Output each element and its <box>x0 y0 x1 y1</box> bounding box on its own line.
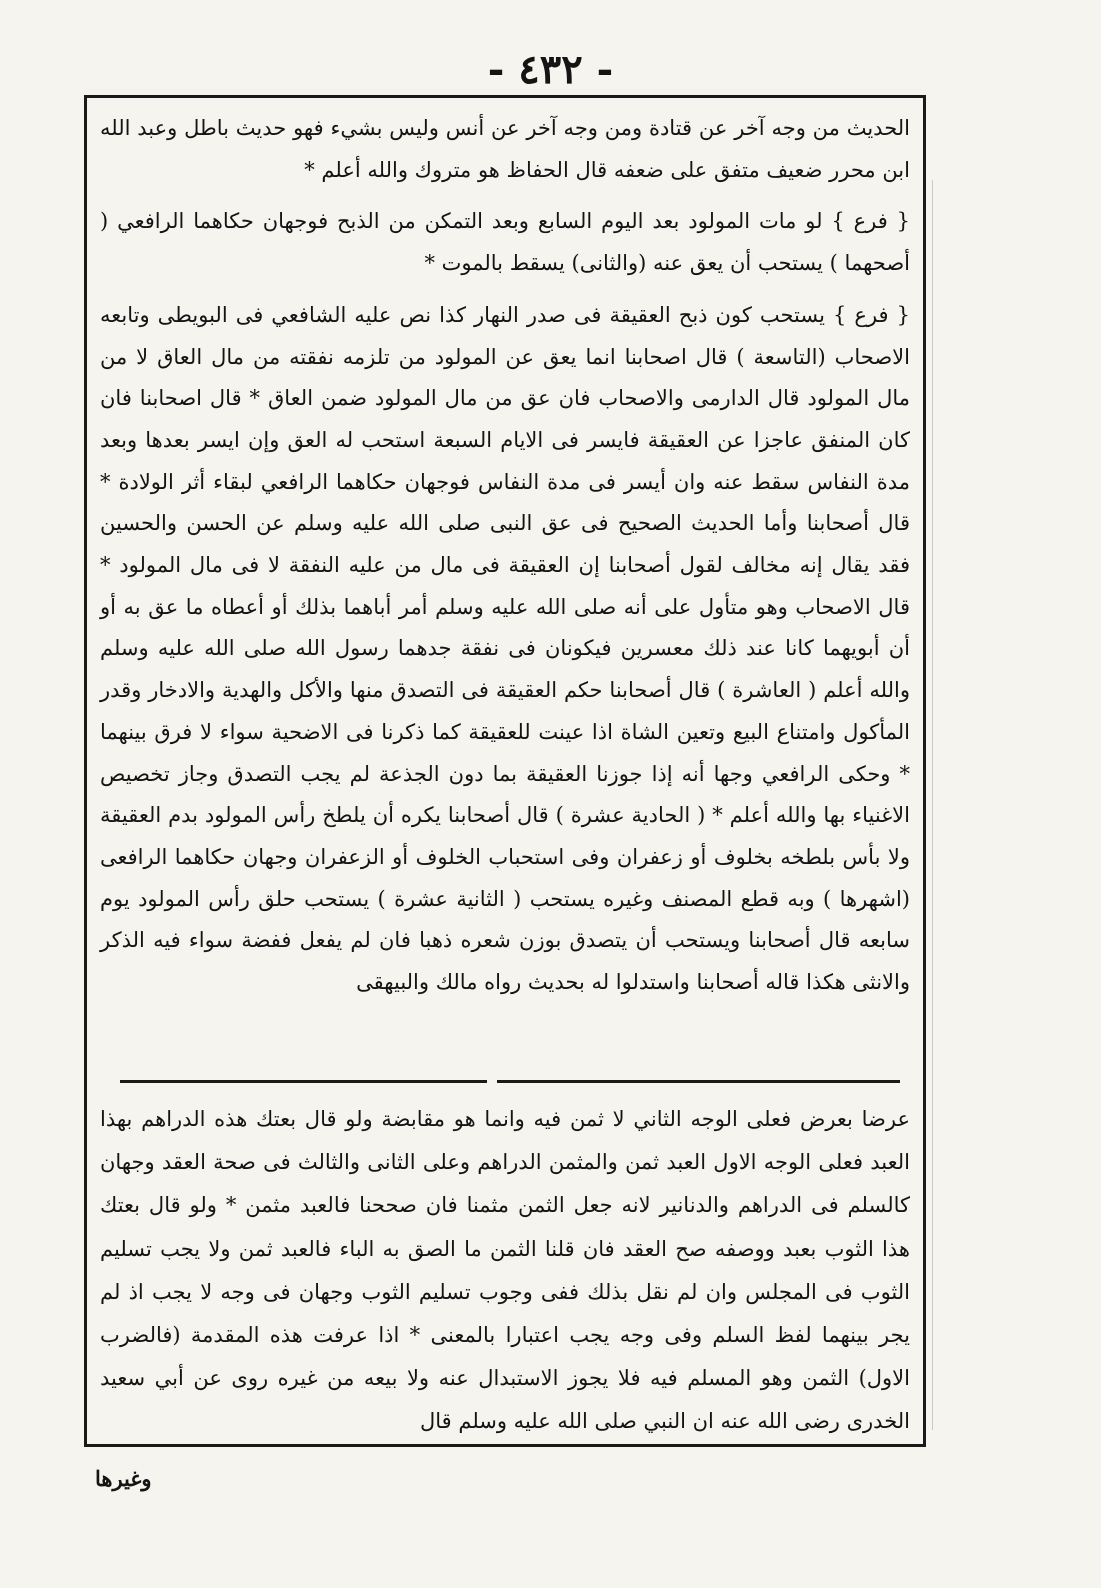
footnote-text <box>100 1098 910 1444</box>
margin-line <box>932 180 933 1430</box>
footnote-divider-left <box>120 1080 487 1083</box>
main-paragraph: { فرع } لو مات المولود بعد اليوم السابع وبعد التمكن من الذبح فوجهان حكاهما الرافعي ( أصحهما ) يستحب أن يعق عنه (والثانى) يسقط بالموت * <box>100 209 910 276</box>
footnote-paragraph: عرضا بعرض فعلى الوجه الثاني لا ثمن فيه وانما هو مقابضة ولو قال بعتك هذه الدراهم بهذا العبد فعلى الوجه الاول العبد ثمن والمثمن الدراهم وعلى الثانى والثالث فى صحة العقد وجهان كالسلم فى الدراهم والدنانير لانه جعل الثمن مثمنا فان صححنا فالعبد مثمن * ولو قال بعتك هذا الثوب بعبد ووصفه صح العقد فان قلنا الثمن ما الصق به الباء فالعبد ثمن ولا يجب تسليم الثوب فى المجلس وان لم نقل بذلك ففى وجوب تسليم الثوب وجهان فى وجه لا يجب اذ لم يجر بينهما لفظ السلم وفى وجه يجب اعتبارا بالمعنى * اذا عرفت هذه المقدمة (فالضرب الاول) الثمن وهو المسلم فيه فلا يجوز الاستبدال عنه ولا بيعه من غيره روى عن أبي سعيد الخدرى رضى الله عنه ان النبي صلى الله عليه وسلم قال <box>100 1107 910 1434</box>
page-number: - ٤٣٢ - <box>487 46 614 93</box>
main-text <box>100 108 910 1004</box>
catchword: وغيرها <box>95 1466 152 1491</box>
main-paragraph: { فرع } يستحب كون ذبح العقيقة فى صدر النهار كذا نص عليه الشافعي فى البويطى وتابعه الاصحاب (التاسعة ) قال اصحابنا انما يعق عن المولود من تلزمه نفقته من مال العاق لا من مال المولود قال الدارمى والاصحاب فان عق من مال المولود ضمن العاق * قال اصحابنا فان كان المنفق عاجزا عن العقيقة فايسر فى الايام السبعة استحب له العق وإن ايسر بعدها وبعد مدة النفاس سقط عنه وان أيسر فى مدة النفاس فوجهان حكاهما الرافعي لبقاء أثر الولادة * قال أصحابنا وأما الحديث الصحيح فى عق النبى صلى الله عليه وسلم عن الحسن والحسين فقد يقال إنه مخالف لقول أصحابنا إن العقيقة فى مال من عليه النفقة لا فى مال المولود * قال الاصحاب وهو متأول على أنه صلى الله عليه وسلم أمر أباهما بذلك أو أعطاه ما عق به أو أن أبويهما كانا عند ذلك معسرين فيكونان فى نفقة جدهما رسول الله صلى الله عليه وسلم والله أعلم ( العاشرة ) قال أصحابنا حكم العقيقة فى التصدق منها والأكل والهدية والادخار وقدر المأكول وامتناع البيع وتعين الشاة اذا عينت للعقيقة كما ذكرنا فى الاضحية سواء لا فرق بينهما * وحكى الرافعي وجها أنه إذا جوزنا العقيقة بما دون الجذعة لم يجب التصدق وجاز تخصيص الاغنياء بها والله أعلم * ( الحادية عشرة ) قال أصحابنا يكره أن يلطخ رأس المولود بدم العقيقة ولا بأس بلطخه بخلوف أو زعفران وفى استحباب الخلوف أو الزعفران وجهان حكاهما الرافعى (اشهرها ) وبه قطع المصنف وغيره يستحب ( الثانية عشرة ) يستحب حلق رأس المولود يوم سابعه قال أصحابنا ويستحب أن يتصدق بوزن شعره ذهبا فان لم يفعل ففضة سواء فيه الذكر والانثى هكذا قاله أصحابنا واستدلوا له بحديث رواه مالك والبيهقى <box>100 302 910 995</box>
footnote-divider-right <box>497 1080 900 1083</box>
main-paragraph: الحديث من وجه آخر عن قتادة ومن وجه آخر عن أنس وليس بشيء فهو حديث باطل وعبد الله ابن محرر ضعيف متفق على ضعفه قال الحفاظ هو متروك والله أعلم * <box>100 116 910 182</box>
